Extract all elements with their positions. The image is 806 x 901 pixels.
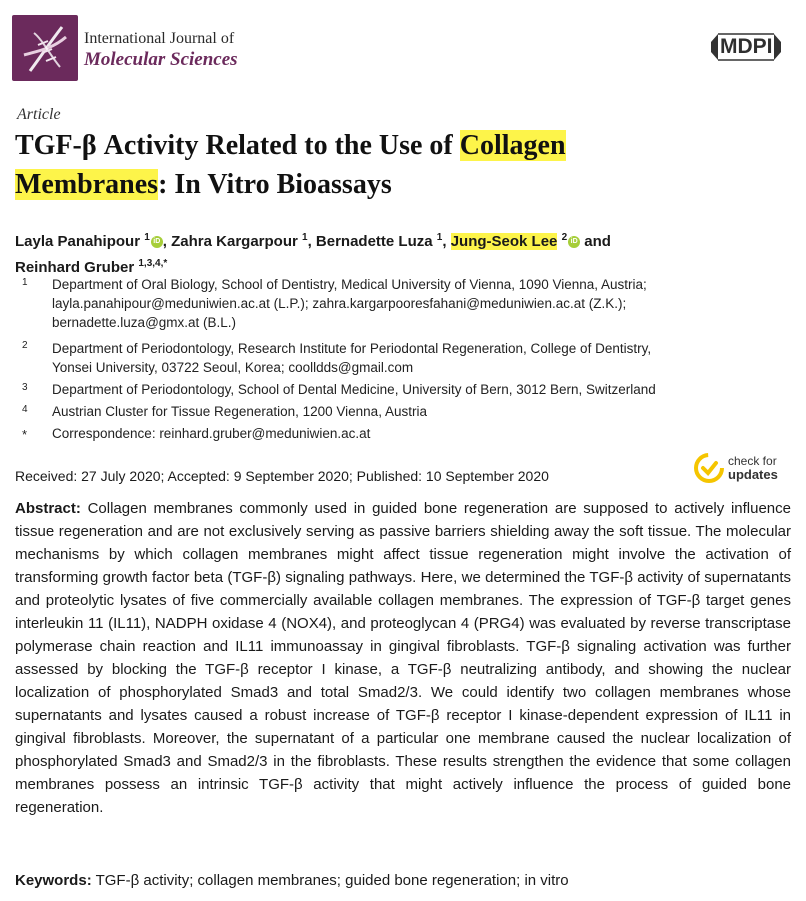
publication-dates: Received: 27 July 2020; Accepted: 9 September 2020; Published: 10 September 2020 (15, 468, 549, 484)
abstract-text: Collagen membranes commonly used in guided bone regeneration are supposed to actively influence tissue regeneration and are not exclusively serving as passive barriers shielding away the soft tissue. The molecular mechanisms by which collagen membranes might affect tissue regeneration might involve the activation of transforming growth factor beta (TGF-β) signaling pathways. Here, we determined the TGF-β activity of supernatants and proteolytic lysates of five commercially available collagen membranes. The expression of TGF-β target genes interleukin 11 (IL11), NADPH oxidase 4 (NOX4), and proteoglycan 4 (PRG4) was evaluated by reverse transcriptase polymerase chain reaction and IL11 immunoassay in gingival fibroblasts. TGF-β signaling activation was further assessed by blocking the TGF-β receptor I kinase, a TGF-β neutralizing antibody, and showing the nuclear localization of phosphorylated Smad3 and total Smad2/3. We could identify two collagen membranes whose supernatants and lysates caused a robust increase of TGF-β receptor I kinase-dependent expression of IL11 in gingival fibroblasts. Moreover, the supernatant of a particular one membrane caused the nuclear localization of phosphorylated Smad3 and Smad2/3 in the fibroblasts. These results strengthen the evidence that some collagen membranes possess an intrinsic TGF-β activity that might actively influence the process of guided bone regeneration. (15, 500, 791, 816)
keywords-label: Keywords: (15, 872, 92, 889)
title-part2: : In Vitro Bioassays (158, 169, 392, 200)
author-name[interactable]: Reinhard Gruber (15, 259, 135, 276)
publisher-logo (709, 30, 783, 64)
affiliation-number: 2 (22, 340, 28, 351)
journal-name-line2: Molecular Sciences (84, 48, 238, 70)
affiliation-number: 1 (22, 277, 28, 288)
publisher-name: MDPI (720, 35, 773, 58)
author-name[interactable]: Layla Panahipour (15, 233, 141, 250)
title-highlight1: Collagen (459, 130, 566, 161)
article-title (15, 126, 715, 204)
author-affil-sup: 1 (144, 232, 150, 243)
journal-logo (12, 15, 78, 81)
abstract (15, 497, 791, 819)
correspondence: Correspondence: reinhard.gruber@meduniwien.ac.at (52, 426, 371, 441)
keywords-text: TGF-β activity; collagen membranes; guided bone regeneration; in vitro (95, 872, 569, 889)
dna-helix-icon (12, 15, 78, 81)
check-updates-icon (694, 453, 724, 483)
affiliation-4: Austrian Cluster for Tissue Regeneration, 1200 Vienna, Austria (52, 404, 427, 419)
author-name[interactable]: Bernadette Luza (315, 233, 433, 250)
author-name[interactable]: Jung-Seok Lee (450, 233, 558, 250)
abstract-label: Abstract: (15, 500, 81, 517)
author-affil-sup: 1 (302, 232, 308, 243)
author-list: Layla Panahipour $^1$ iD , Zahra Kargarpour $^1$, Bernadette Luza $^1$, Jung-Seok Lee $^2$ iD and Reinhard Gruber $^{1,3,4,*}$ (15, 232, 611, 276)
journal-name-line1: International Journal of (84, 30, 235, 47)
keywords (15, 872, 791, 889)
orcid-icon[interactable]: iD (568, 236, 580, 248)
article-type: Article (17, 106, 61, 123)
affiliation-number: 3 (22, 382, 28, 393)
title-part1: TGF-β Activity Related to the Use of (15, 130, 460, 161)
author-affil-sup: 1,3,4,* (138, 258, 168, 269)
journal-name (84, 30, 238, 71)
author-affil-sup: 1 (436, 232, 443, 243)
author-affil-sup: 2 (561, 232, 568, 243)
affiliation-number: 4 (22, 404, 28, 415)
orcid-icon[interactable]: iD (151, 236, 163, 248)
author-name[interactable]: Zahra Kargarpour (171, 233, 298, 250)
title-highlight2: Membranes (15, 169, 159, 200)
check-for-updates-button[interactable] (694, 453, 790, 487)
affiliation-2: Department of Periodontology, Research Institute for Periodontal Regeneration, College of Dentistry, Yonsei University, 03722 Seoul, Korea; coolldds@gmail.com (52, 341, 652, 375)
affiliation-number: * (22, 427, 28, 442)
affiliation-3: Department of Periodontology, School of Dental Medicine, University of Bern, 3012 Bern, Switzerland (52, 382, 656, 397)
check-updates-label: check for updates (728, 454, 778, 482)
affiliation-1: Department of Oral Biology, School of Dentistry, Medical University of Vienna, 1090 Vienna, Austria; layla.panahipour@meduniwien.ac.at (L.P.); zahra.kargarpooresfahani@meduniwien.ac.at (Z.K.); bernadette.luza@gmx.at (B.L.) (52, 277, 647, 330)
